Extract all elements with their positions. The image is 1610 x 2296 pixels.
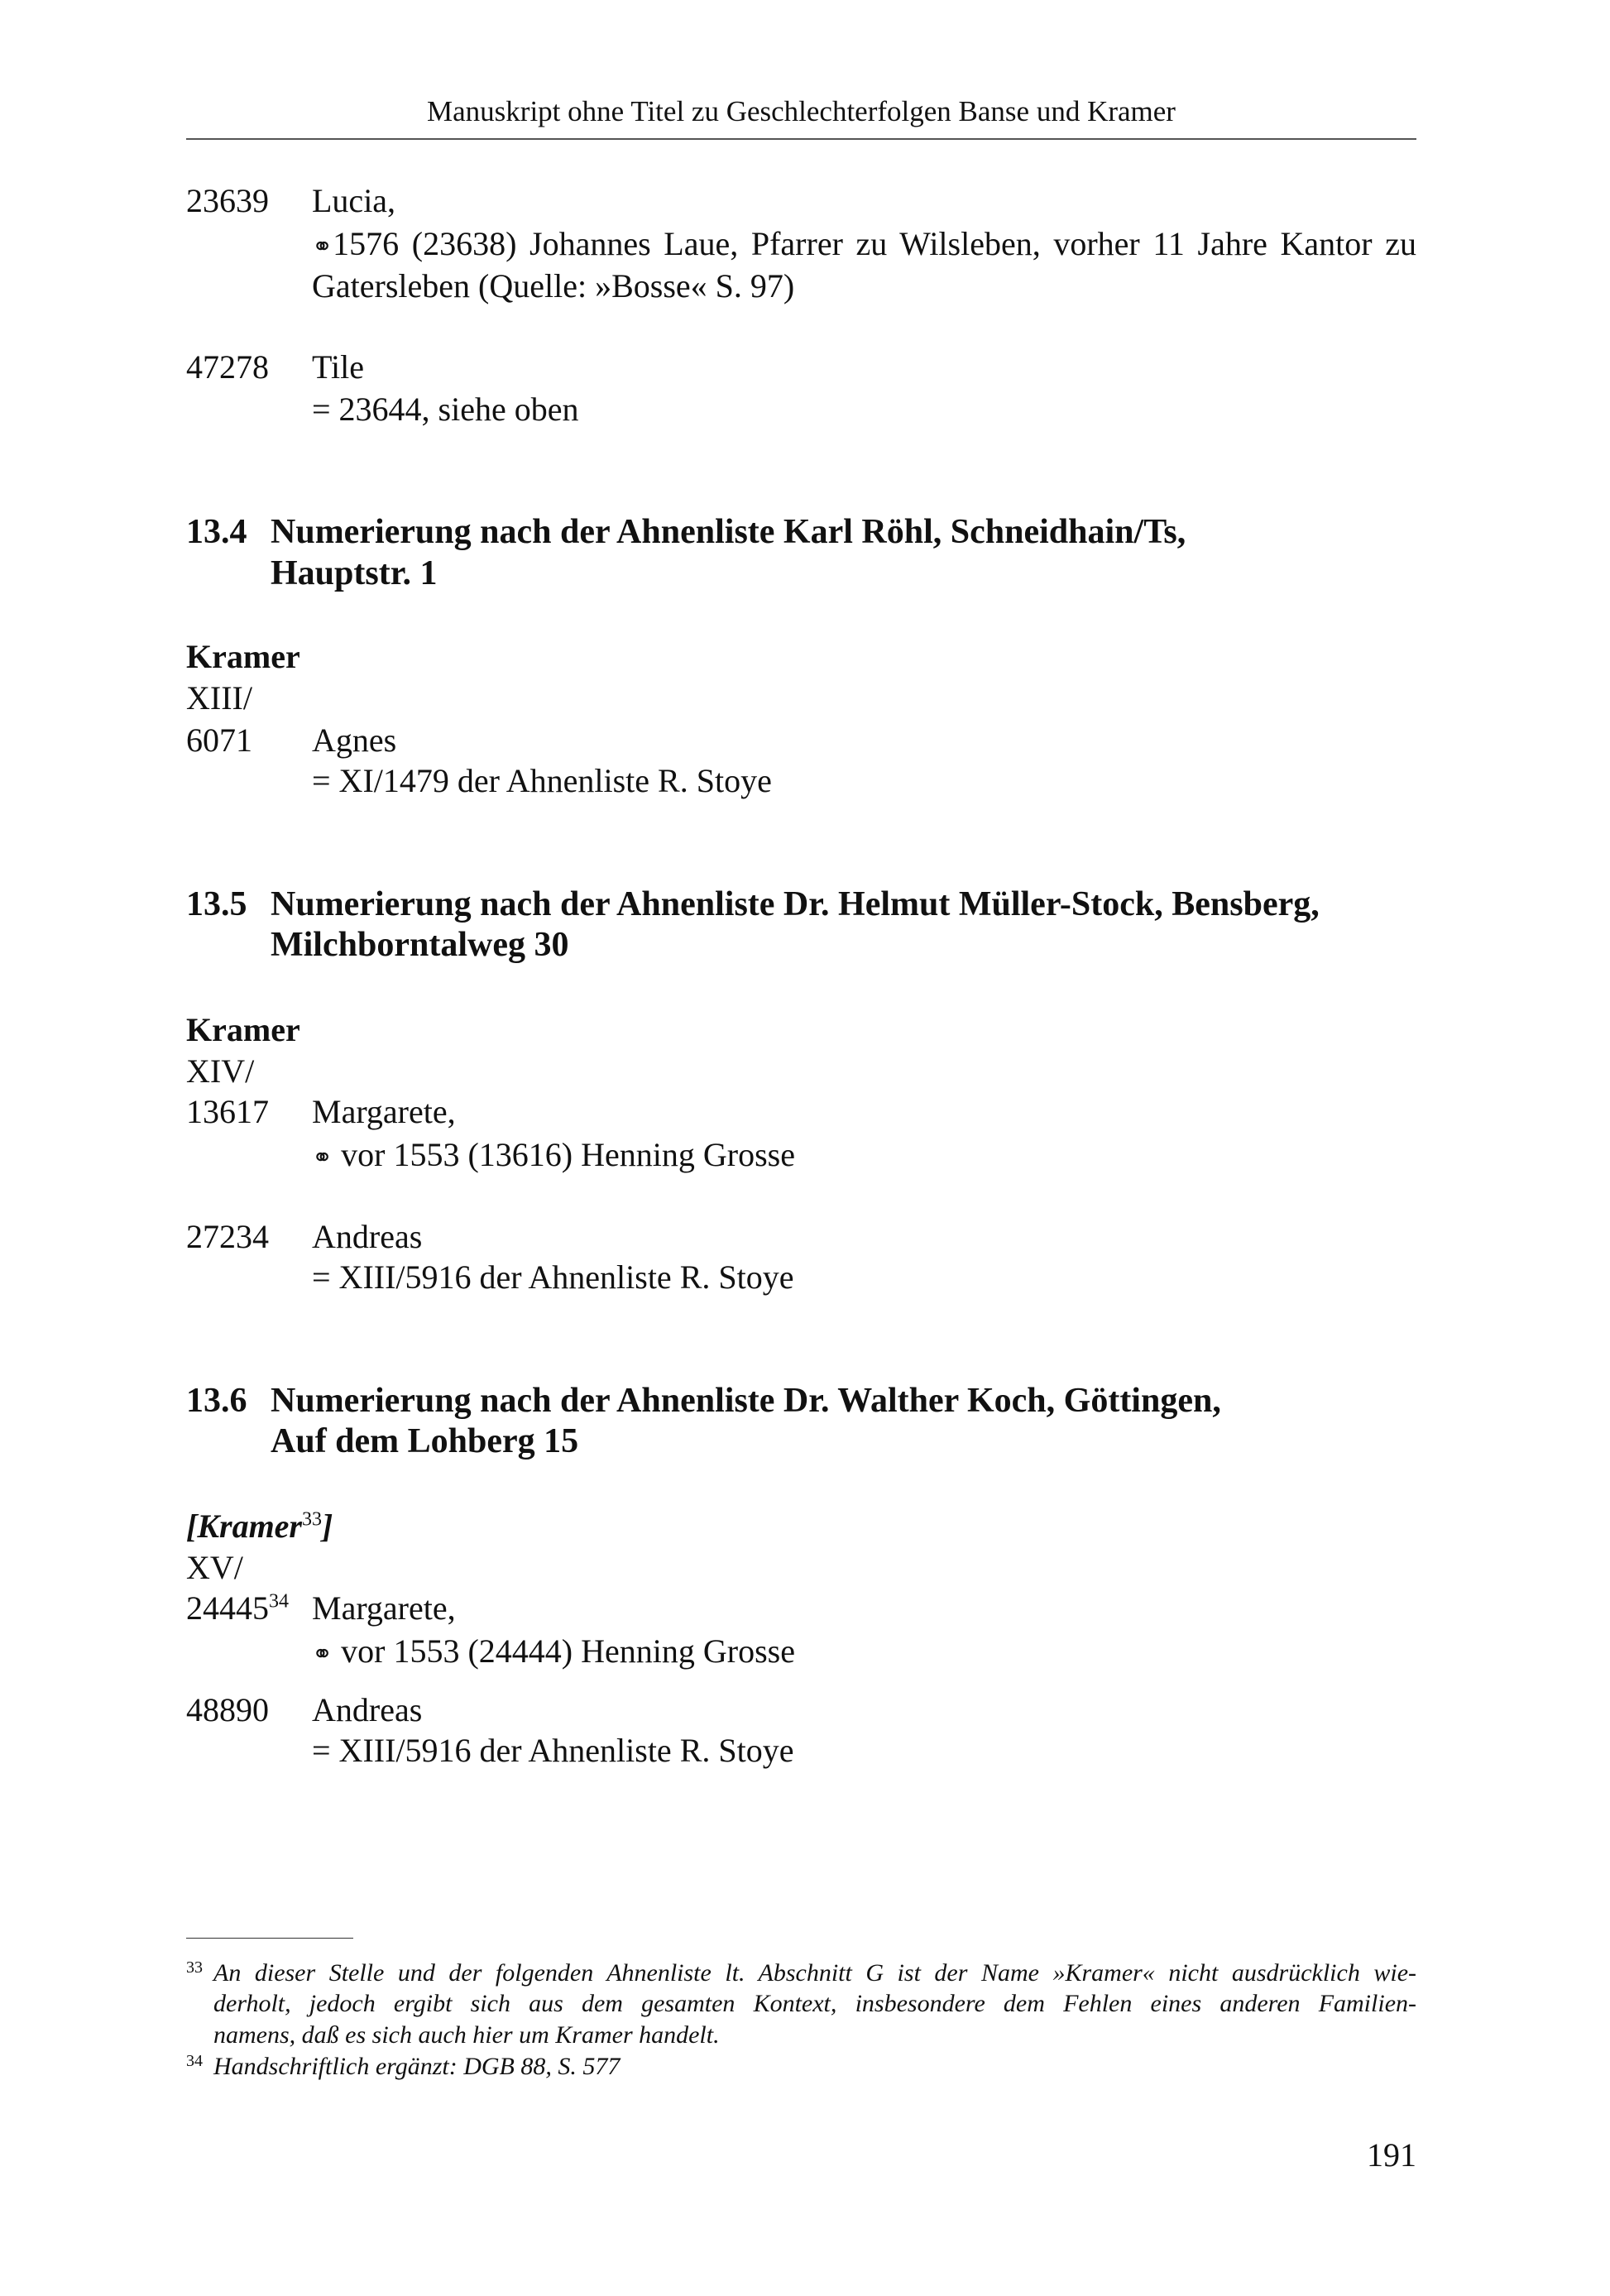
entry-name: Margarete,	[312, 1093, 456, 1130]
entry-detail: = 23644, siehe oben	[312, 391, 579, 428]
entry-detail	[312, 1134, 795, 1179]
family-name: Kramer	[186, 1011, 300, 1048]
footnote-line: An dieser Stelle und der folgenden Ahnenliste lt. Abschnitt G ist der Name »Kramer« nicht ausdrücklich wie-	[213, 1959, 1416, 1987]
section-number: 13.5	[186, 885, 247, 923]
footnote-mark: 33	[186, 1958, 203, 1977]
entry-detail-text: vor 1553 (24444) Henning Grosse	[333, 1632, 795, 1670]
entry-detail	[312, 1630, 795, 1675]
section-title-cont: Hauptstr. 1	[271, 554, 438, 592]
family-name	[186, 1505, 333, 1547]
section-title: Numerierung nach der Ahnenliste Karl Röhl, Schneidhain/Ts,	[271, 513, 1186, 551]
marriage-icon: ⚭	[312, 1143, 333, 1172]
running-header: Manuskript ohne Titel zu Geschlechterfolgen Banse und Kramer	[427, 95, 1176, 127]
entry-number: 48890	[186, 1691, 269, 1728]
entry-number: 13617	[186, 1093, 269, 1130]
entry-detail: Gatersleben (Quelle: »Bosse« S. 97)	[312, 267, 795, 304]
section-title: Numerierung nach der Ahnenliste Dr. Walther Koch, Göttingen,	[271, 1382, 1221, 1420]
section-title-cont: Milchborntalweg 30	[271, 926, 569, 964]
marriage-icon: ⚭	[312, 232, 333, 261]
family-name: Kramer	[186, 638, 300, 675]
entry-number: 27234	[186, 1218, 269, 1255]
entry-detail: = XIII/5916 der Ahnenliste R. Stoye	[312, 1258, 794, 1296]
section-heading-13-5	[186, 884, 1320, 926]
generation: XV/	[186, 1549, 243, 1586]
entry-name: Tile	[312, 348, 365, 386]
entry-detail: = XI/1479 der Ahnenliste R. Stoye	[312, 762, 772, 799]
footnote-ref[interactable]: 33	[302, 1508, 322, 1531]
footnote-rule	[186, 1938, 353, 1939]
section-heading-13-4	[186, 511, 1186, 554]
entry-number: 6071	[186, 721, 252, 759]
footnote-ref[interactable]: 34	[269, 1590, 289, 1613]
entry-name: Agnes	[312, 721, 397, 759]
footnote-line: Handschriftlich ergänzt: DGB 88, S. 577	[213, 2053, 621, 2080]
generation: XIII/	[186, 679, 252, 717]
footnote-mark: 34	[186, 2052, 203, 2070]
section-title: Numerierung nach der Ahnenliste Dr. Helmut Müller-Stock, Bensberg,	[271, 885, 1320, 923]
entry-detail-text: 1576 (23638) Johannes Laue, Pfarrer zu Wilsleben, vorher 11 Jahre Kantor zu	[333, 225, 1416, 262]
entry-number: 47278	[186, 348, 269, 386]
section-number: 13.4	[186, 513, 247, 551]
entry-detail	[312, 223, 1416, 268]
marriage-icon: ⚭	[312, 1640, 333, 1669]
footnote-line: namens, daß es sich auch hier um Kramer handelt.	[213, 2021, 720, 2049]
section-heading-13-6	[186, 1380, 1221, 1422]
bracket-close: ]	[322, 1507, 333, 1545]
entry-number	[186, 1587, 289, 1629]
entry-name: Margarete,	[312, 1589, 456, 1627]
entry-name: Lucia,	[312, 182, 396, 219]
entry-number: 23639	[186, 182, 269, 219]
section-title-cont: Auf dem Lohberg 15	[271, 1422, 579, 1460]
entry-detail: = XIII/5916 der Ahnenliste R. Stoye	[312, 1732, 794, 1769]
entry-name: Andreas	[312, 1218, 423, 1255]
section-number: 13.6	[186, 1382, 247, 1420]
family-name-text: [Kramer	[186, 1507, 302, 1545]
header-rule	[186, 138, 1416, 140]
entry-name: Andreas	[312, 1691, 423, 1728]
entry-number-text: 24445	[186, 1589, 269, 1627]
generation: XIV/	[186, 1052, 255, 1090]
entry-detail-text: vor 1553 (13616) Henning Grosse	[333, 1136, 795, 1173]
page-number: 191	[1367, 2136, 1416, 2174]
footnote-line: derholt, jedoch ergibt sich aus dem gesamten Kontext, insbesondere dem Fehlen eines anderen Familien-	[213, 1990, 1416, 2017]
